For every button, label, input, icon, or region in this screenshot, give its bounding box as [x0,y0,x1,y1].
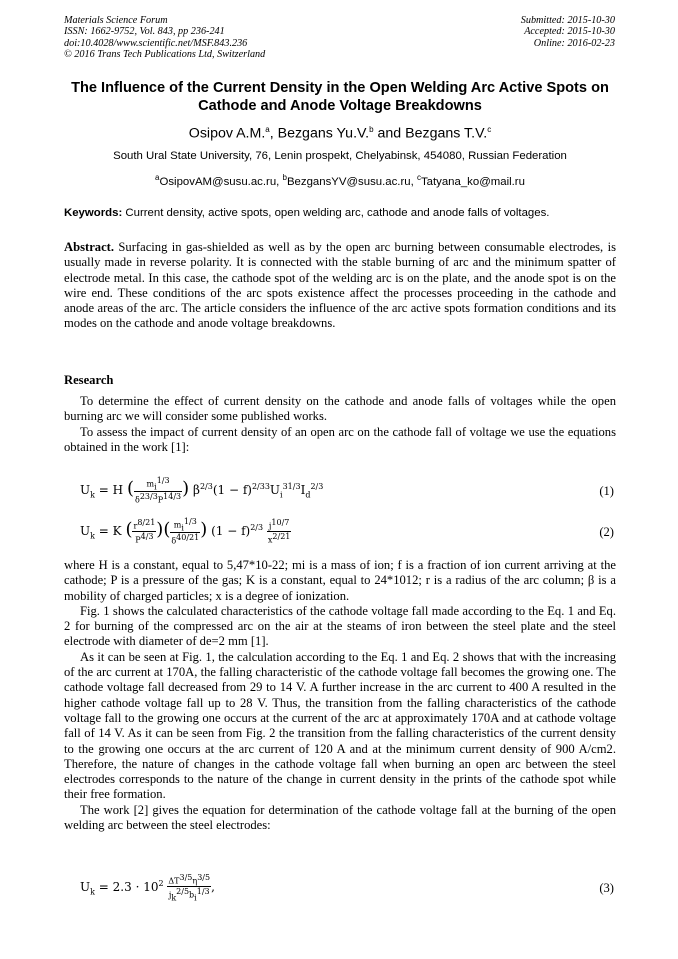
author-3-sup: c [487,125,492,134]
equation-2 [80,517,616,547]
author-2: Bezgans Yu.V. [277,125,370,142]
equation-2-number: (2) [599,525,614,539]
author-and: and [377,125,402,142]
email-1[interactable]: OsipovAM@susu.ac.ru, [159,175,280,188]
paragraph: To determine the effect of current density on the cathode and anode falls of voltages while the open burning arc we will consider some published works. [64,394,616,424]
copyright-line: © 2016 Trans Tech Publications Ltd, Switzerland [64,49,266,61]
body-paragraphs [64,558,616,833]
accepted-date: Accepted: 2015-10-30 [524,26,615,38]
equation-3 [80,873,616,903]
keywords-label: Keywords: [64,207,123,219]
paragraph-work2: The work [2] gives the equation for determination of the cathode voltage fall at the burning of the open welding arc between the steel electrodes: [64,802,616,833]
equation-1-number: (1) [599,484,614,498]
abstract [64,240,616,332]
author-3: Bezgans T.V. [405,125,488,142]
abstract-label: Abstract. [64,240,115,254]
submitted-date: Submitted: 2015-10-30 [520,15,615,26]
email-list [64,170,616,190]
email-2[interactable]: BezgansYV@susu.ac.ru, [286,175,414,188]
dates-header [521,15,615,49]
author-1: Osipov A.M. [188,125,266,142]
paragraph: To assess the impact of current density of an open arc on the cathode fall of voltage we use the equations obtained in the work [1]: [64,424,616,454]
equation-2-formula: $U_k = K$ ( $\frac{r^{8/21}}{P^{4/3}}$ )( $\frac{m_i^{1/3}}{\delta^{40/21}}$ ) $(1 - f)^{2/3}$ $\frac{j^{10/7}}{x^{2/21}}$ [80,517,291,546]
affiliation: South Ural State University, 76, Lenin prospekt, Chelyabinsk, 454080, Russian Federation [113,150,567,162]
abstract-text: Surfacing in gas-shielded as well as by the open arc burning between consumable electrodes, is usually made in reverse polarity. It is connected with the stable burning of arc and the minimum spatter of electrode metal. In this case, the cathode spot of the welding arc is on the plate, and the anode spot is on the wire end. These conditions of the arc spots existence affect the processes proceeding in the cathode and anode areas of the arc. The article considers the influence of the arc active spots formation conditions and its modes on the cathode and anode voltage breakdowns. [64,240,616,331]
email-2-sup: b [282,173,287,182]
issn-line: ISSN: 1662-9752, Vol. 843, pp 236-241 [64,26,225,38]
equation-1-formula: $U_k = H$ ( $\frac{m_i^{1/3}}{\delta^{23/3}P^{14/3}}$ ) $\beta^{2/3}(1 - f)^{2/33}U_i^{31/3}I_d^{2/3}$ [80,476,324,505]
doi-line: doi:10.4028/www.scientific.net/MSF.843.236 [64,37,248,49]
paper-title: The Influence of the Current Density in the Open Welding Arc Active Spots on Cathode and Anode Voltage Breakdowns [71,80,609,114]
author-list: Osipov A.M.$^a$, Bezgans Yu.V.$^b$ and Bezgans T.V.$^c$ [188,125,492,142]
paragraph-fig1: Fig. 1 shows the calculated characteristics of the cathode voltage fall made according to the Eq. 1 and Eq. 2 for burning of the compressed arc on the air at the steams of iron between the steel plate and the steel electrode with diameter of de=2 mm [1]. [64,603,616,649]
journal-header [64,15,265,61]
author-1-sup: a [265,125,270,134]
online-date: Online: 2016-02-23 [533,37,615,49]
email-3[interactable]: Tatyana_ko@mail.ru [420,175,525,188]
section-heading: Research [64,373,114,387]
equation-3-formula: $U_k = 2.3 \cdot 10^2$ $\frac{\Delta T^{3/5}\eta^{3/5}}{j_k^{2/5}b_i^{1/3}}$ , [80,873,215,902]
paragraph-analysis: As it can be seen at Fig. 1, the calculation according to the Eq. 1 and Eq. 2 shows that with the increasing of the arc current at 170A, the falling characteristic of the cathode voltage fall becomes the growing one. The cathode voltage fall decreased from 29 to 14 V. A further increase in the arc current to 400 A resulted in the higher cathode voltage fall up to 28 V. Thus, the transition from the falling characteristics of the cathode voltage fall to the growing one occurs at the current of the arc at approximately 170A and at cathode voltage fall of 14 V. As it can be seen from Fig. 2 the transition from the falling characteristics of the current density to the growing one occurs at the arc current of 120 A and at the minimum current density of 900 A/cm2. Therefore, the nature of changes in the cathode voltage fall when burning an open arc between the steel electrodes corresponds to the nature of the change in current density in the prints of the cathode spot while their free formation. [64,649,616,802]
email-3-sup: c [416,173,421,182]
journal-name: Materials Science Forum [64,15,168,26]
equation-3-number: (3) [599,881,614,895]
paragraph-where: where H is a constant, equal to 5,47*10-22; mi is a mass of ion; f is a fraction of ion current arriving at the cathode; P is a pressure of the gas; K is a constant, equal to 24*1012; r is a radius of the arc column; β is a mobility of charged particles; x is a degree of ionization. [64,558,616,603]
email-1-sup: a [155,173,160,182]
author-2-sup: b [369,125,374,134]
intro-paragraphs [64,394,616,455]
keywords [64,206,616,221]
keywords-text: Current density, active spots, open welding arc, cathode and anode falls of voltages. [125,207,550,219]
equation-1 [80,476,616,506]
